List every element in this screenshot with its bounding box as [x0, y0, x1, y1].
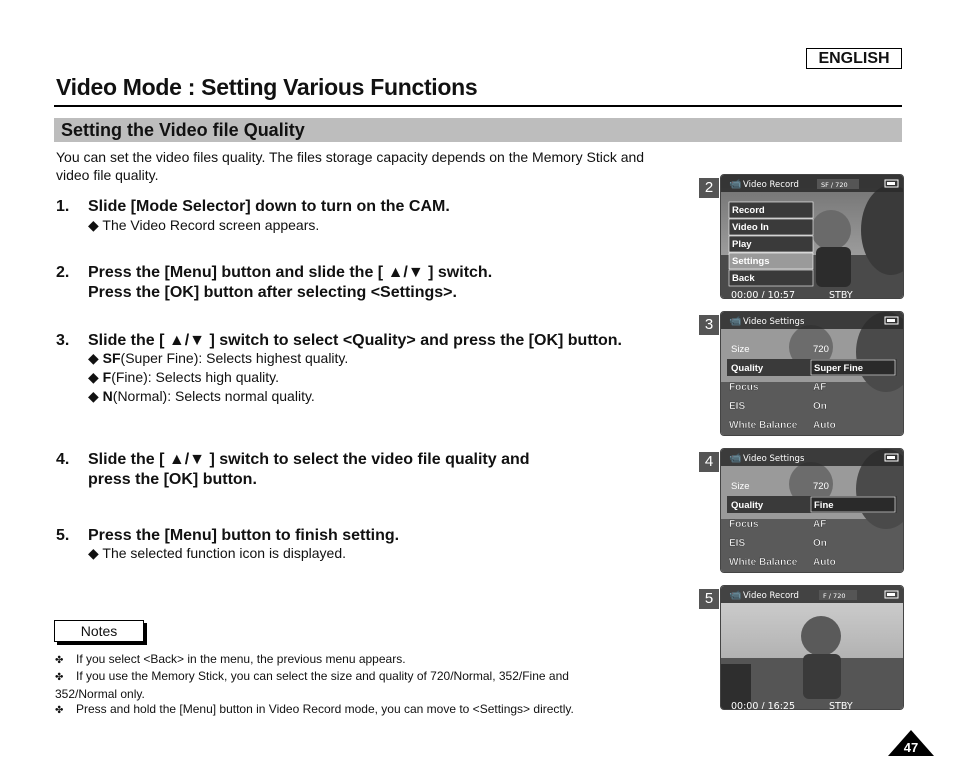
- menu-item-record: Record: [732, 205, 765, 216]
- screen-number: 4: [699, 452, 719, 472]
- setting-value-focus: AF: [813, 382, 827, 393]
- main-menu: [729, 202, 813, 286]
- step-3: [56, 331, 622, 351]
- setting-label-focus: Focus: [729, 382, 759, 393]
- option-key: ◆ SF: [88, 350, 121, 366]
- step-text: Slide the [ ▲/▼ ] switch to select <Quality> and press the [OK] button.: [88, 332, 622, 349]
- setting-label-size: Size: [731, 481, 750, 492]
- camcorder-screen-quality-fine: [720, 448, 904, 573]
- setting-value-white-balance: Auto: [813, 557, 836, 568]
- screen-number: 2: [699, 178, 719, 198]
- screen-title: Video Record: [743, 591, 799, 601]
- camcorder-screen-video-settings: [720, 311, 904, 436]
- note-bullet-icon: ✤: [55, 672, 64, 683]
- page-number-badge: [888, 730, 934, 756]
- quality-option-sf: [88, 349, 348, 368]
- page-number: 47: [903, 740, 919, 755]
- time-counter: 00:00 / 16:25: [731, 701, 795, 709]
- screen-photo: [721, 586, 903, 709]
- camera-icon: 📹: [729, 590, 742, 601]
- screen-title: Video Settings: [743, 317, 805, 327]
- notes-label: Notes: [54, 620, 144, 642]
- setting-value-size: 720: [813, 344, 829, 355]
- note-item: [55, 668, 575, 702]
- note-text: Press and hold the [Menu] button in Video Record mode, you can move to <Settings> directly.: [76, 702, 574, 716]
- step-text: Press the [Menu] button and slide the [ ▲/▼ ] switch.: [88, 264, 493, 281]
- camera-icon: 📹: [729, 179, 742, 190]
- note-item: [55, 701, 655, 719]
- screen-title: Video Record: [743, 180, 799, 190]
- quality-option-n: [88, 387, 315, 406]
- setting-value-focus: AF: [813, 519, 827, 530]
- quality-badge: SF / 720: [821, 181, 848, 189]
- note-text: If you select <Back> in the menu, the previous menu appears.: [76, 652, 406, 666]
- option-text: (Fine): Selects high quality.: [111, 369, 280, 385]
- quality-badge: F / 720: [823, 592, 846, 600]
- step-5-bullet: ◆ The selected function icon is displayed.: [88, 545, 346, 561]
- menu-item-settings: Settings: [732, 256, 770, 267]
- time-counter: 00:00 / 10:57: [731, 290, 795, 298]
- step-number: 4.: [56, 451, 70, 468]
- screen-photo: [721, 449, 903, 572]
- setting-value-white-balance: Auto: [813, 420, 836, 431]
- step-2: [56, 263, 492, 303]
- setting-label-white-balance: White Balance: [729, 557, 798, 568]
- step-number: 1.: [56, 198, 70, 215]
- note-text: If you use the Memory Stick, you can select the size and quality of 720/Normal, 352/Fine and 352/Normal only.: [55, 669, 569, 701]
- standby-status: STBY: [829, 701, 853, 709]
- screen-photo: [721, 175, 903, 298]
- title-divider: [54, 105, 902, 107]
- step-1: [56, 197, 450, 217]
- setting-label-quality: Quality: [731, 500, 764, 511]
- screen-title: Video Settings: [743, 454, 805, 464]
- camcorder-screen-video-record: [720, 585, 904, 710]
- page-title: Video Mode : Setting Various Functions: [56, 74, 478, 100]
- step-number: 2.: [56, 264, 70, 281]
- step-text: Press the [Menu] button to finish setting.: [88, 527, 400, 544]
- camera-icon: 📹: [729, 453, 742, 464]
- step-text-continued: press the [OK] button.: [88, 471, 257, 488]
- camcorder-screen-main-menu: [720, 174, 904, 299]
- setting-value-eis: On: [813, 401, 827, 412]
- setting-value-quality: Super Fine: [814, 363, 864, 374]
- screen-photo: [721, 312, 903, 435]
- menu-item-play: Play: [732, 239, 752, 250]
- setting-label-eis: EIS: [729, 401, 746, 412]
- note-bullet-icon: ✤: [55, 705, 64, 716]
- option-key: ◆ F: [88, 369, 112, 385]
- step-4: [56, 450, 530, 490]
- note-bullet-icon: ✤: [55, 655, 64, 666]
- step-text: Slide [Mode Selector] down to turn on the CAM.: [88, 198, 450, 215]
- step-text: Slide the [ ▲/▼ ] switch to select the video file quality and: [88, 451, 530, 468]
- step-1-bullet: ◆ The Video Record screen appears.: [88, 217, 320, 233]
- setting-label-size: Size: [731, 344, 750, 355]
- menu-item-video-in: Video In: [732, 222, 769, 233]
- camera-icon: 📹: [729, 316, 742, 327]
- step-5: [56, 526, 399, 546]
- section-title: Setting the Video file Quality: [61, 120, 305, 140]
- quality-option-f: [88, 368, 279, 387]
- setting-value-quality: Fine: [814, 500, 834, 511]
- option-text: (Super Fine): Selects highest quality.: [120, 350, 349, 366]
- step-text-continued: Press the [OK] button after selecting <Settings>.: [88, 284, 457, 301]
- setting-value-size: 720: [813, 481, 829, 492]
- setting-label-focus: Focus: [729, 519, 759, 530]
- menu-item-back: Back: [732, 273, 755, 284]
- language-label: ENGLISH: [806, 48, 902, 69]
- step-number: 3.: [56, 332, 70, 349]
- step-number: 5.: [56, 527, 70, 544]
- note-item: [55, 651, 655, 669]
- setting-label-quality: Quality: [731, 363, 764, 374]
- setting-label-white-balance: White Balance: [729, 420, 798, 431]
- screen-number: 5: [699, 589, 719, 609]
- option-key: ◆ N: [88, 388, 113, 404]
- standby-status: STBY: [829, 290, 853, 298]
- option-text: (Normal): Selects normal quality.: [112, 388, 315, 404]
- screen-number: 3: [699, 315, 719, 335]
- setting-value-eis: On: [813, 538, 827, 549]
- setting-label-eis: EIS: [729, 538, 746, 549]
- intro-paragraph: You can set the video files quality. The files storage capacity depends on the Memory Stick and video file quality.: [56, 149, 645, 183]
